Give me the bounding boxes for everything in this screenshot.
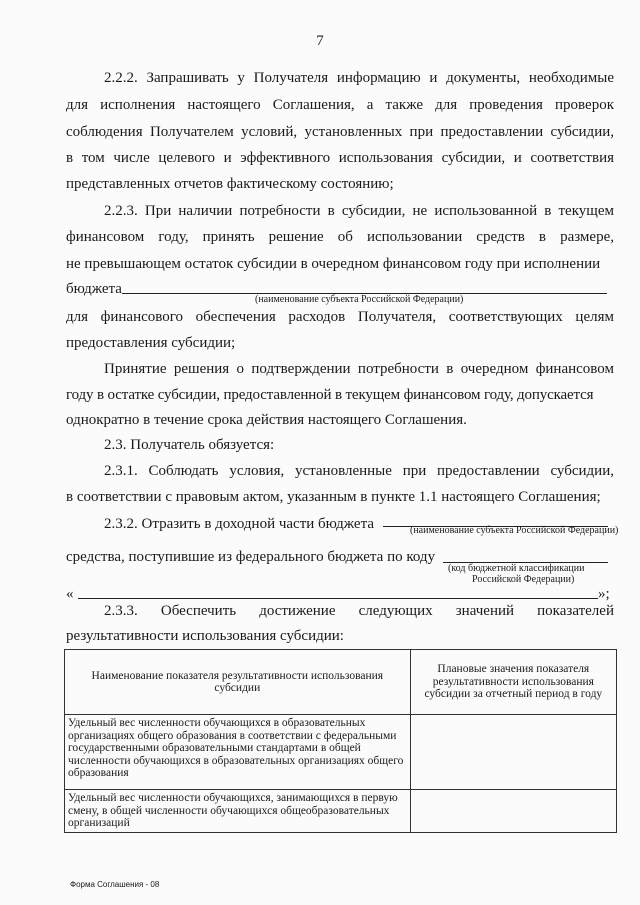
income-budget-hint: (наименование субъекта Российской Федерации)	[410, 525, 619, 536]
p223-line-2: финансовом году, принять решение об использовании средств в размере,	[66, 229, 614, 245]
p233-line-2: результативности использования субсидии:	[66, 628, 344, 644]
classification-code-hint-2: Российской Федерации)	[472, 574, 575, 585]
p223-line-5: для финансового обеспечения расходов Получателя, соответствующих целям	[66, 309, 614, 325]
p233-line-1	[104, 603, 614, 620]
quote-close: »;	[598, 586, 610, 602]
p233-word-5: значений	[455, 603, 515, 619]
p223-budget-label: бюджета	[66, 281, 122, 297]
p233-word-6: показателей	[537, 603, 614, 619]
classification-code-hint-1: (код бюджетной классификации	[448, 563, 585, 574]
p222-line-3: соблюдения Получателем условий, установленных при предоставлении субсидии,	[66, 124, 614, 140]
quote-open: «	[66, 586, 74, 602]
row-2-planned-value	[410, 790, 616, 833]
p233-word-1: 2.3.3.	[104, 603, 138, 619]
p231-line-2: в соответствии с правовым актом, указанным в пункте 1.1 настоящего Соглашения;	[66, 489, 601, 505]
p222-line-1: 2.2.2. Запрашивать у Получателя информацию и документы, необходимые	[104, 70, 614, 86]
p222-line-5: представленных отчетов фактическому состоянию;	[66, 176, 394, 192]
p23-heading: 2.3. Получатель обязуется:	[104, 437, 275, 453]
page-number: 7	[316, 33, 324, 49]
row-1-planned-value	[410, 715, 616, 790]
decision-line-1: Принятие решения о подтверждении потребности в очередном финансовом	[104, 361, 614, 377]
p222-line-4: в том числе целевого и эффективного использования субсидии, и соответствия	[66, 150, 614, 166]
decision-line-2: году в остатке субсидии, предоставленной в текущем финансовом году, допускается	[66, 387, 594, 403]
p233-word-3: достижение	[259, 603, 336, 619]
p223-line-1: 2.2.3. При наличии потребности в субсидии, не использованной в текущем	[104, 203, 614, 219]
p232-line-2: средства, поступившие из федерального бюджета по коду	[66, 549, 436, 565]
p222-line-2: для исполнения настоящего Соглашения, а также для проведения проверок	[66, 97, 614, 113]
p233-word-4: следующих	[358, 603, 433, 619]
classification-code-blank	[443, 548, 608, 563]
p223-line-6: предоставления субсидии;	[66, 335, 236, 351]
p232-line-1: 2.3.2. Отразить в доходной части бюджета	[104, 516, 374, 532]
header-planned-values: Плановые значения показателя результативности использования субсидии за отчетный период в году	[410, 650, 616, 715]
decision-line-3: однократно в течение срока действия настоящего Соглашения.	[66, 412, 467, 428]
form-footer: Форма Соглашения - 08	[70, 880, 160, 889]
p223-line-3: не превышающем остаток субсидии в очередном финансовом году при исполнении	[66, 256, 601, 272]
table-row	[65, 715, 617, 790]
row-1-indicator-name: Удельный вес численности обучающихся в образовательных организациях общего образования в соответствии с федеральными государственными образовательными стандартами в общей численности обучающихся в образовательных организациях общего образования	[65, 715, 411, 790]
p231-line-1: 2.3.1. Соблюдать условия, установленные при предоставлении субсидии,	[104, 463, 614, 479]
budget-name-hint: (наименование субъекта Российской Федерации)	[255, 294, 464, 305]
code-name-blank	[78, 584, 598, 599]
table-row	[65, 790, 617, 833]
row-2-indicator-name: Удельный вес численности обучающихся, занимающихся в первую смену, в общей численности обучающихся общеобразовательных организаций	[65, 790, 411, 833]
budget-name-blank	[122, 279, 607, 294]
header-indicator-name: Наименование показателя результативности использования субсидии	[65, 650, 411, 715]
indicators-table	[64, 649, 617, 833]
table-header-row	[65, 650, 617, 715]
p233-word-2: Обеспечить	[160, 603, 237, 619]
